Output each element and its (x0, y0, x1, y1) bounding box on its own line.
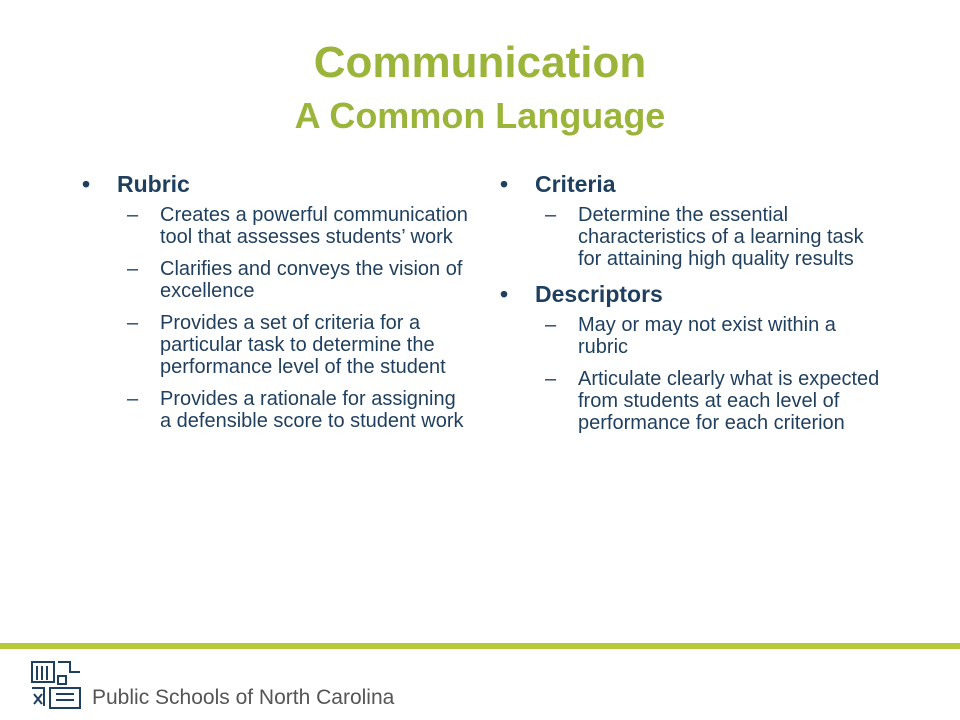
footer-divider (0, 643, 960, 649)
rubric-item: – Creates a powerful communication tool that assesses students’ work (82, 204, 472, 248)
rubric-item: – Provides a rationale for assigning a defensible score to student work (82, 388, 472, 432)
descriptors-heading: • Descriptors (500, 280, 890, 308)
slide-subtitle: A Common Language (294, 95, 666, 136)
descriptors-item: – May or may not exist within a rubric (500, 314, 890, 358)
right-column (500, 168, 890, 444)
left-column (82, 168, 472, 442)
rubric-item: – Provides a set of criteria for a particular task to determine the performance level of the student (82, 312, 472, 378)
rubric-item: – Clarifies and conveys the vision of excellence (82, 258, 472, 302)
descriptors-item: – Articulate clearly what is expected from students at each level of performance for each criterion (500, 368, 890, 434)
dpi-building-logo-icon (30, 658, 82, 710)
rubric-heading: • Rubric (82, 170, 472, 198)
organization-name: Public Schools of North Carolina (92, 686, 395, 709)
criteria-item: – Determine the essential characteristics of a learning task for attaining high quality results (500, 204, 890, 270)
slide-title: Communication (313, 38, 647, 87)
criteria-heading: • Criteria (500, 170, 890, 198)
